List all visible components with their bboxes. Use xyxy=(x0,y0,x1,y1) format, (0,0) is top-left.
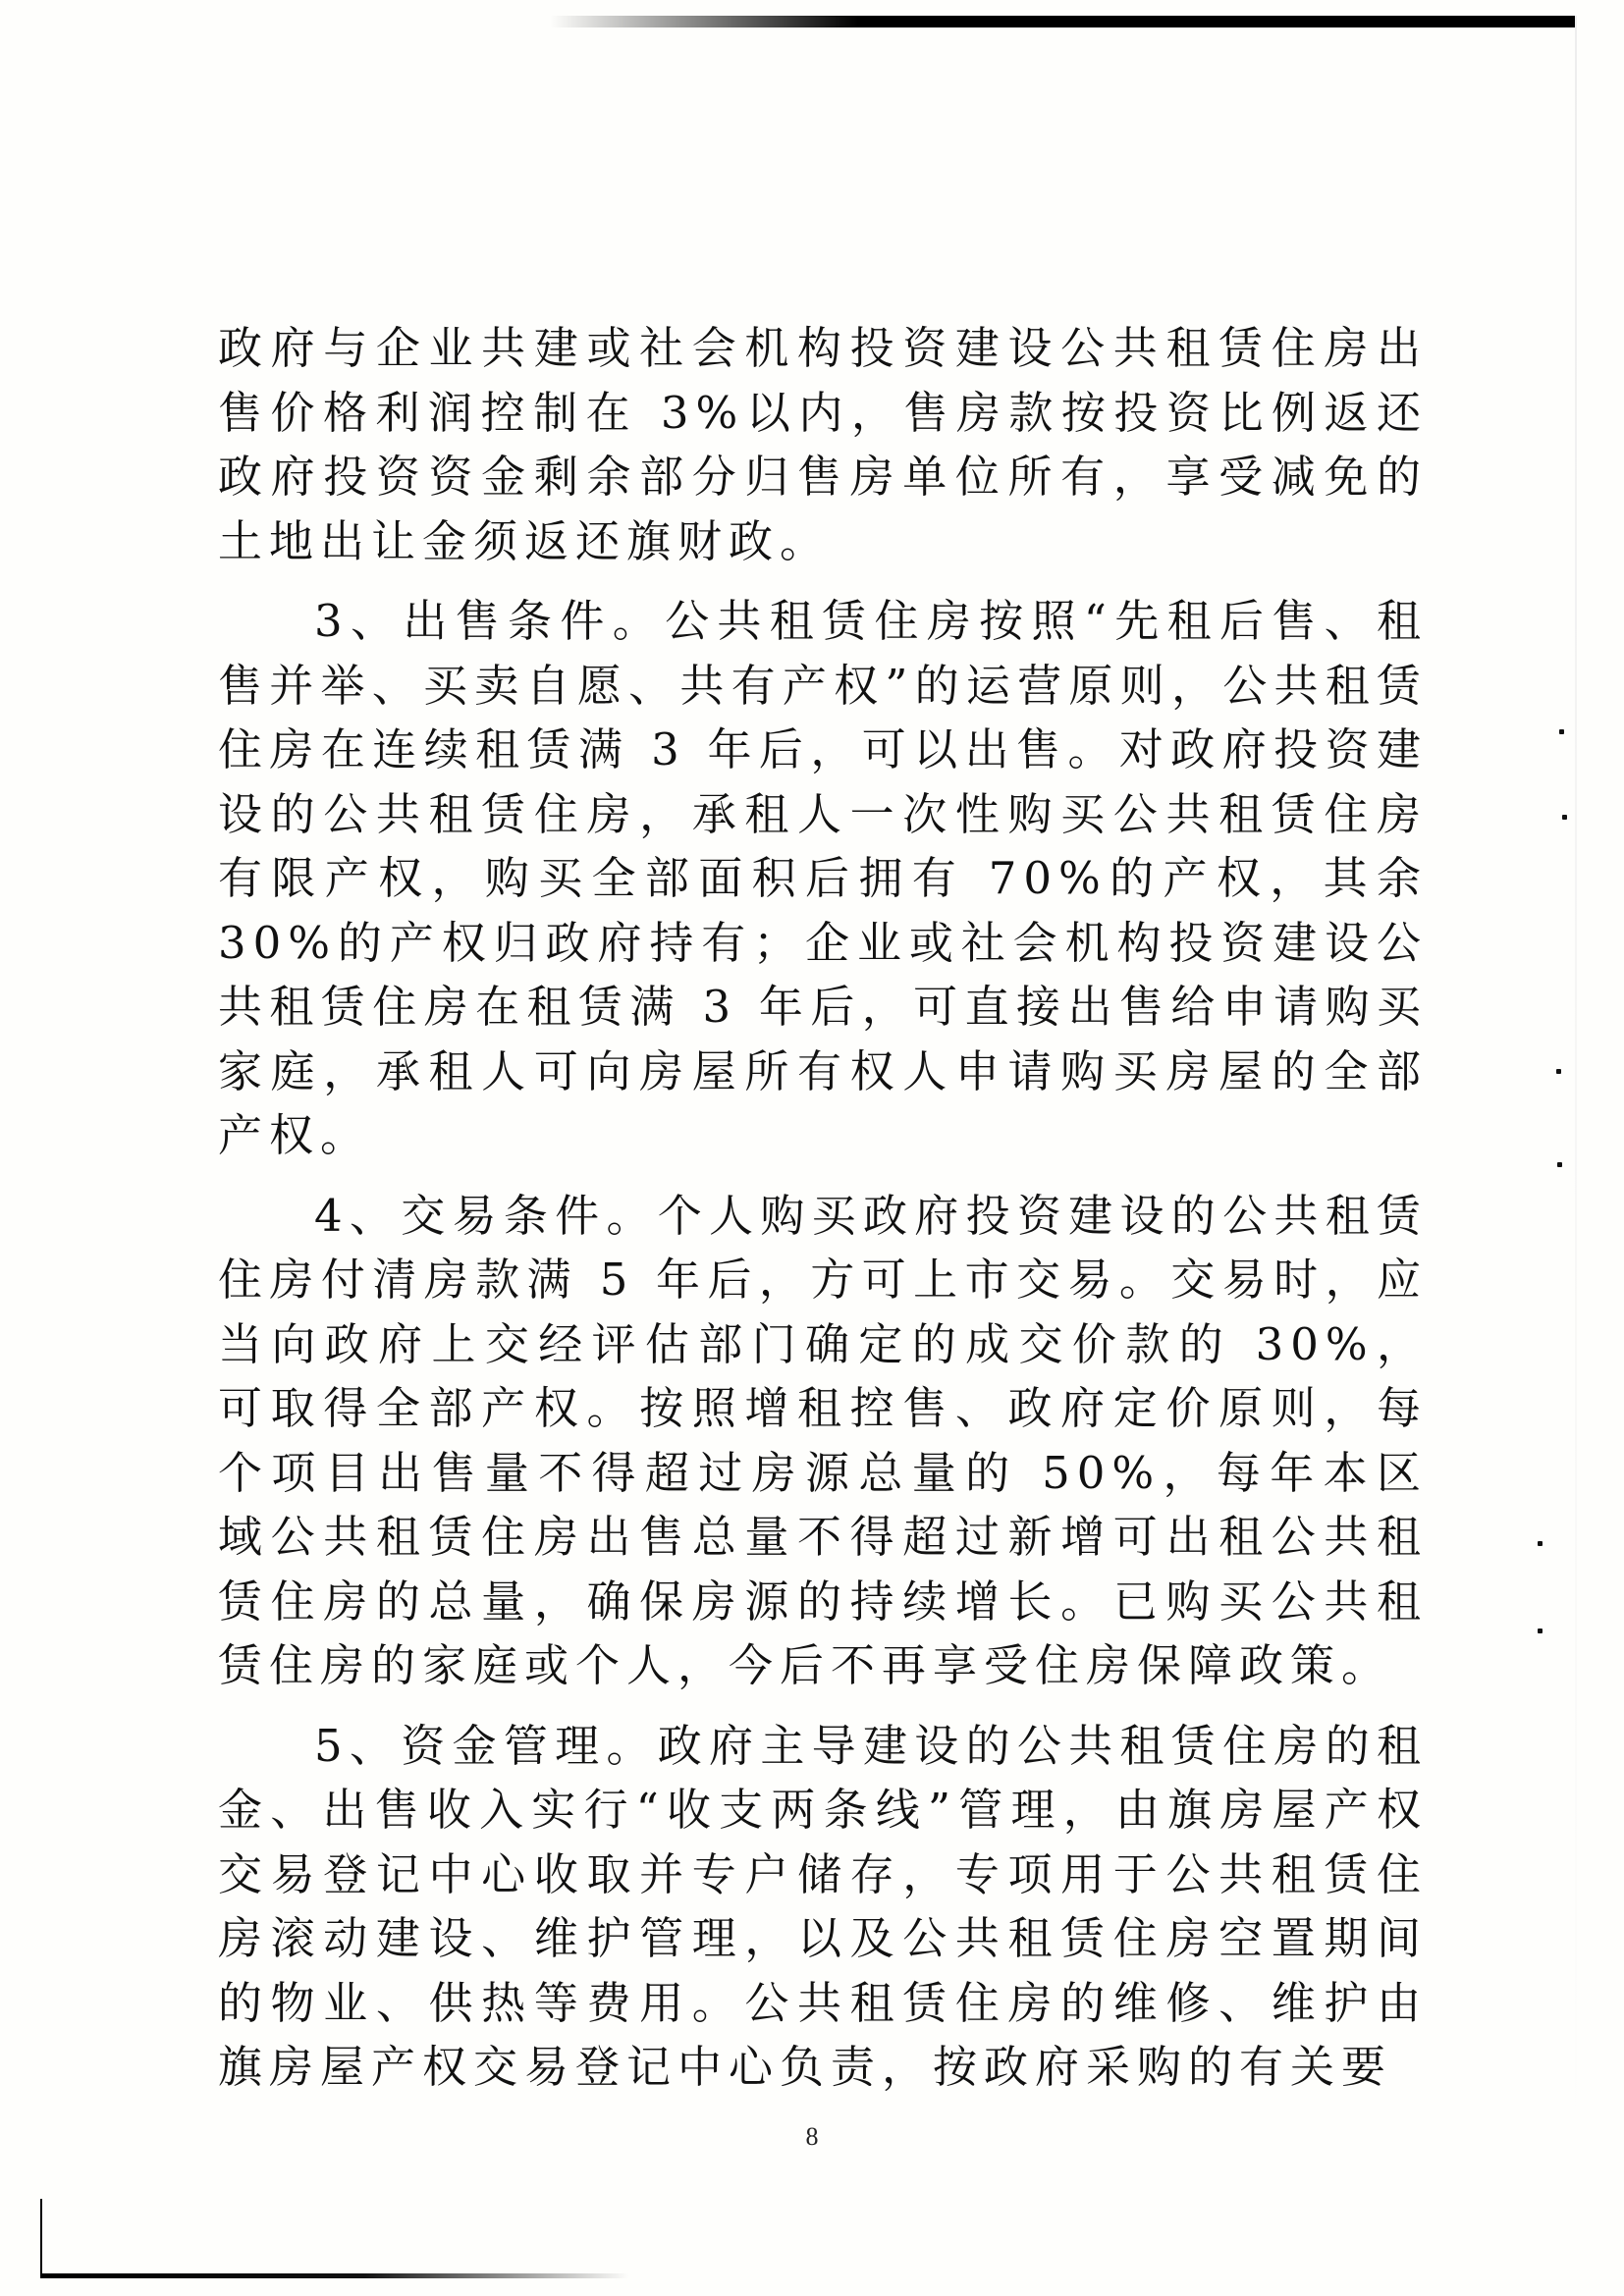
scan-border-right xyxy=(1575,16,1577,2175)
scan-speck xyxy=(1559,729,1564,734)
scan-speck xyxy=(1562,815,1567,820)
paragraph-pricing: 政府与企业共建或社会机构投资建设公共租赁住房出售价格利润控制在 3%以内，售房款按投资比例返还政府投资资金剩余部分归售房单位所有，享受减免的土地出让金须返还旗财政。 xyxy=(218,322,1428,567)
paragraph-sale-conditions: 3、出售条件。公共租赁住房按照“先租后售、租售并举、买卖自愿、共有产权”的运营原则，公共租赁住房在连续租赁满 3 年后，可以出售。对政府投资建设的公共租赁住房，承租人一次性购买公共租赁住房有限产权，购买全部面积后拥有 70%的产权，其余 30%的产权归政府持有；企业或社会机构投资建设公共租赁住房在租赁满 3 年后，可直接出售给申请购买家庭，承租人可向房屋所有权人申请购买房屋的全部产权。 xyxy=(218,595,1480,1161)
scan-border-top xyxy=(550,16,1577,27)
paragraph-fund-management: 5、资金管理。政府主导建设的公共租赁住房的租金、出售收入实行“收支两条线”管理，由旗房屋产权交易登记中心收取并专户储存，专项用于公共租赁住房滚动建设、维护管理，以及公共租赁住房空置期间的物业、供热等费用。公共租赁住房的维修、维护由旗房屋产权交易登记中心负责，按政府采购的有关要 xyxy=(218,1719,1428,2093)
scan-speck xyxy=(1538,1541,1543,1546)
scan-speck xyxy=(1538,1629,1543,1633)
scan-border-bottom xyxy=(40,2273,629,2278)
scan-speck xyxy=(1557,1162,1562,1167)
scan-border-left xyxy=(40,2199,42,2277)
scan-speck xyxy=(1556,1069,1561,1074)
document-body xyxy=(218,316,1480,2115)
page-number: 8 xyxy=(805,2122,819,2151)
paragraph-transaction-conditions: 4、交易条件。个人购买政府投资建设的公共租赁住房付清房款满 5 年后，方可上市交易。交易时，应当向政府上交经评估部门确定的成交价款的 30%，可取得全部产权。按照增租控售、政府定价原则，每个项目出售量不得超过房源总量的 50%，每年本区域公共租赁住房出售总量不得超过新增可出租公共租赁住房的总量，确保房源的持续增长。已购买公共租赁住房的家庭或个人，今后不再享受住房保障政策。 xyxy=(218,1189,1428,1691)
